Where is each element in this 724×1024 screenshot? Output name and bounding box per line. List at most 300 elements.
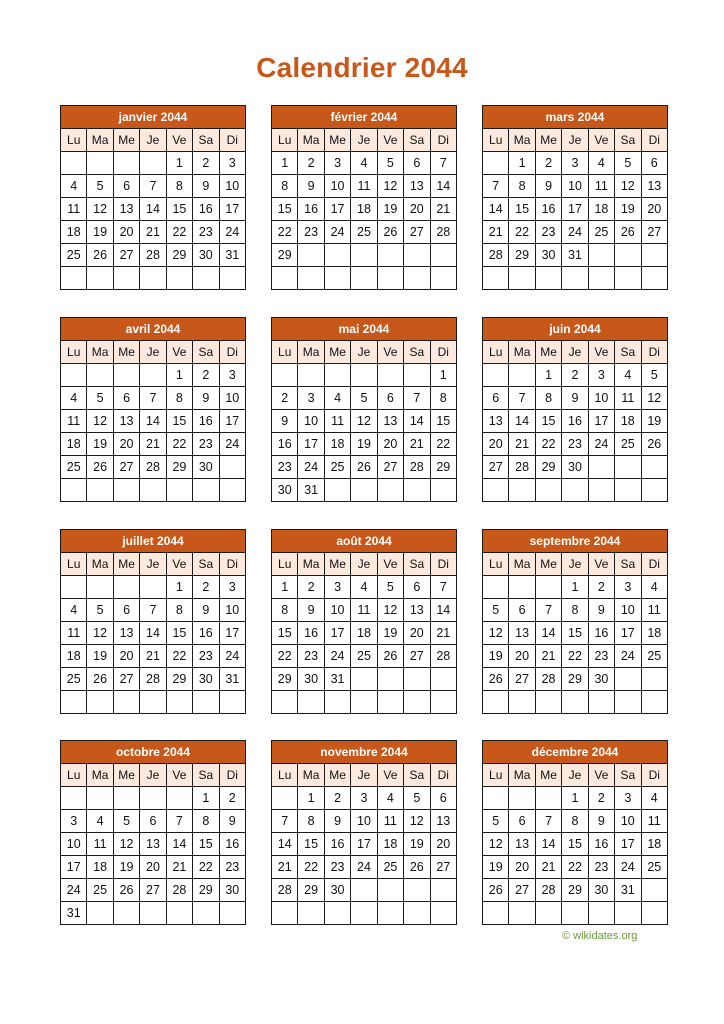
- day-cell: 30: [193, 456, 219, 479]
- day-cell: 8: [166, 599, 192, 622]
- empty-cell: [87, 576, 113, 599]
- day-cell: 21: [535, 856, 561, 879]
- week-row: [61, 576, 246, 599]
- empty-cell: [641, 244, 667, 267]
- day-cell: 24: [615, 645, 641, 668]
- day-cell: 21: [140, 645, 166, 668]
- day-cell: 10: [298, 410, 324, 433]
- empty-cell: [483, 479, 509, 502]
- empty-cell: [298, 244, 324, 267]
- day-cell: 31: [298, 479, 324, 502]
- day-cell: 17: [615, 622, 641, 645]
- empty-cell: [430, 267, 456, 290]
- day-cell: 3: [219, 152, 245, 175]
- week-row: [483, 221, 668, 244]
- day-cell: 13: [140, 833, 166, 856]
- empty-cell: [193, 902, 219, 925]
- week-row: [272, 810, 457, 833]
- day-cell: 30: [298, 668, 324, 691]
- day-cell: 19: [615, 198, 641, 221]
- empty-cell: [404, 668, 430, 691]
- empty-cell: [219, 691, 245, 714]
- weekday-label: Lu: [61, 129, 87, 152]
- week-row: [272, 152, 457, 175]
- day-cell: 28: [535, 879, 561, 902]
- weekday-label: Ve: [377, 341, 403, 364]
- day-cell: 3: [298, 387, 324, 410]
- day-cell: 7: [430, 152, 456, 175]
- empty-cell: [113, 267, 139, 290]
- day-cell: 1: [272, 576, 298, 599]
- weekday-label: Di: [430, 764, 456, 787]
- month-table: [60, 317, 246, 502]
- empty-cell: [430, 244, 456, 267]
- weekday-label: Ma: [298, 764, 324, 787]
- week-row: [483, 410, 668, 433]
- week-row: [272, 668, 457, 691]
- month-name: août 2044: [272, 530, 457, 553]
- day-cell: 16: [324, 833, 350, 856]
- empty-cell: [113, 479, 139, 502]
- day-cell: 20: [113, 433, 139, 456]
- day-cell: 3: [219, 576, 245, 599]
- empty-cell: [219, 267, 245, 290]
- day-cell: 8: [430, 387, 456, 410]
- day-cell: 15: [193, 833, 219, 856]
- week-row: [61, 856, 246, 879]
- day-cell: 6: [140, 810, 166, 833]
- day-cell: 10: [562, 175, 588, 198]
- day-cell: 2: [298, 152, 324, 175]
- day-cell: 3: [219, 364, 245, 387]
- day-cell: 28: [140, 244, 166, 267]
- day-cell: 2: [298, 576, 324, 599]
- week-row: [61, 645, 246, 668]
- day-cell: 11: [324, 410, 350, 433]
- week-row: [483, 364, 668, 387]
- day-cell: 11: [61, 410, 87, 433]
- empty-cell: [351, 879, 377, 902]
- day-cell: 13: [377, 410, 403, 433]
- day-cell: 23: [588, 856, 614, 879]
- day-cell: 20: [113, 221, 139, 244]
- day-cell: 5: [87, 599, 113, 622]
- day-cell: 27: [509, 879, 535, 902]
- month-table: [271, 105, 457, 290]
- day-cell: 2: [588, 787, 614, 810]
- empty-cell: [377, 364, 403, 387]
- empty-cell: [324, 364, 350, 387]
- day-cell: 12: [483, 833, 509, 856]
- empty-cell: [61, 691, 87, 714]
- day-cell: 23: [298, 645, 324, 668]
- day-cell: 18: [87, 856, 113, 879]
- day-cell: 1: [298, 787, 324, 810]
- weekday-label: Me: [113, 553, 139, 576]
- day-cell: 1: [272, 152, 298, 175]
- day-cell: 13: [113, 198, 139, 221]
- day-cell: 2: [324, 787, 350, 810]
- month-table: [60, 529, 246, 714]
- day-cell: 8: [272, 599, 298, 622]
- empty-cell: [483, 364, 509, 387]
- day-cell: 22: [562, 856, 588, 879]
- month-table: [482, 105, 668, 290]
- day-cell: 8: [166, 387, 192, 410]
- week-row: [61, 152, 246, 175]
- day-cell: 25: [324, 456, 350, 479]
- day-cell: 24: [61, 879, 87, 902]
- week-row: [272, 433, 457, 456]
- day-cell: 3: [588, 364, 614, 387]
- weekday-label: Lu: [61, 553, 87, 576]
- day-cell: 4: [87, 810, 113, 833]
- day-cell: 13: [509, 622, 535, 645]
- day-cell: 6: [483, 387, 509, 410]
- week-row: [272, 221, 457, 244]
- day-cell: 27: [113, 244, 139, 267]
- day-cell: 6: [509, 599, 535, 622]
- day-cell: 10: [219, 387, 245, 410]
- day-cell: 26: [377, 221, 403, 244]
- weekday-label: Ma: [298, 553, 324, 576]
- weekday-label: Ma: [87, 129, 113, 152]
- day-cell: 24: [219, 433, 245, 456]
- empty-cell: [324, 267, 350, 290]
- day-cell: 21: [509, 433, 535, 456]
- day-cell: 15: [272, 198, 298, 221]
- day-cell: 26: [87, 456, 113, 479]
- empty-cell: [404, 244, 430, 267]
- day-cell: 22: [562, 645, 588, 668]
- weekday-label: Me: [324, 553, 350, 576]
- weekday-label: Sa: [615, 764, 641, 787]
- day-cell: 18: [351, 622, 377, 645]
- day-cell: 5: [483, 599, 509, 622]
- day-cell: 6: [377, 387, 403, 410]
- day-cell: 31: [61, 902, 87, 925]
- day-cell: 21: [483, 221, 509, 244]
- day-cell: 17: [219, 198, 245, 221]
- week-row: [483, 456, 668, 479]
- week-row: [483, 175, 668, 198]
- day-cell: 29: [562, 879, 588, 902]
- day-cell: 12: [87, 410, 113, 433]
- empty-cell: [298, 691, 324, 714]
- empty-cell: [140, 902, 166, 925]
- empty-cell: [113, 576, 139, 599]
- empty-cell: [193, 479, 219, 502]
- day-cell: 26: [87, 244, 113, 267]
- empty-cell: [377, 691, 403, 714]
- day-cell: 7: [140, 387, 166, 410]
- day-cell: 19: [404, 833, 430, 856]
- empty-cell: [404, 691, 430, 714]
- day-cell: 13: [404, 599, 430, 622]
- empty-cell: [377, 244, 403, 267]
- weekday-label: Di: [641, 129, 667, 152]
- day-cell: 23: [298, 221, 324, 244]
- day-cell: 3: [562, 152, 588, 175]
- day-cell: 4: [377, 787, 403, 810]
- day-cell: 22: [272, 645, 298, 668]
- day-cell: 12: [404, 810, 430, 833]
- day-cell: 26: [351, 456, 377, 479]
- day-cell: 20: [509, 856, 535, 879]
- month-name: octobre 2044: [61, 741, 246, 764]
- empty-cell: [219, 479, 245, 502]
- day-cell: 24: [562, 221, 588, 244]
- day-cell: 11: [351, 599, 377, 622]
- day-cell: 9: [298, 175, 324, 198]
- week-row: [61, 387, 246, 410]
- empty-cell: [87, 902, 113, 925]
- week-row: [61, 267, 246, 290]
- empty-cell: [588, 691, 614, 714]
- credit-text: © wikidates.org: [562, 930, 638, 942]
- day-cell: 27: [113, 456, 139, 479]
- week-row: [272, 833, 457, 856]
- empty-cell: [430, 691, 456, 714]
- weekday-label: Ve: [377, 129, 403, 152]
- week-row: [61, 433, 246, 456]
- week-row: [61, 456, 246, 479]
- day-cell: 14: [535, 622, 561, 645]
- empty-cell: [140, 267, 166, 290]
- day-cell: 12: [615, 175, 641, 198]
- week-row: [61, 691, 246, 714]
- day-cell: 9: [324, 810, 350, 833]
- empty-cell: [324, 479, 350, 502]
- day-cell: 4: [61, 599, 87, 622]
- day-cell: 27: [404, 645, 430, 668]
- weekday-label: Je: [562, 129, 588, 152]
- day-cell: 10: [324, 175, 350, 198]
- empty-cell: [615, 902, 641, 925]
- day-cell: 3: [61, 810, 87, 833]
- month-name: janvier 2044: [61, 106, 246, 129]
- day-cell: 16: [193, 622, 219, 645]
- month-name: juin 2044: [483, 318, 668, 341]
- empty-cell: [324, 244, 350, 267]
- week-row: [61, 833, 246, 856]
- week-row: [272, 244, 457, 267]
- month-table: [482, 529, 668, 714]
- day-cell: 21: [140, 433, 166, 456]
- empty-cell: [641, 267, 667, 290]
- weekday-label: Ve: [377, 764, 403, 787]
- empty-cell: [641, 479, 667, 502]
- weekday-label: Sa: [615, 129, 641, 152]
- empty-cell: [351, 668, 377, 691]
- day-cell: 13: [641, 175, 667, 198]
- empty-cell: [61, 787, 87, 810]
- empty-cell: [351, 691, 377, 714]
- empty-cell: [87, 479, 113, 502]
- day-cell: 16: [219, 833, 245, 856]
- empty-cell: [377, 668, 403, 691]
- day-cell: 6: [113, 599, 139, 622]
- day-cell: 26: [113, 879, 139, 902]
- empty-cell: [87, 787, 113, 810]
- empty-cell: [298, 902, 324, 925]
- empty-cell: [272, 267, 298, 290]
- week-row: [483, 879, 668, 902]
- week-row: [61, 787, 246, 810]
- day-cell: 7: [404, 387, 430, 410]
- empty-cell: [615, 691, 641, 714]
- day-cell: 9: [588, 599, 614, 622]
- empty-cell: [509, 576, 535, 599]
- day-cell: 7: [272, 810, 298, 833]
- weekday-label: Lu: [272, 129, 298, 152]
- day-cell: 17: [562, 198, 588, 221]
- weekday-label: Di: [641, 341, 667, 364]
- day-cell: 5: [351, 387, 377, 410]
- weekday-label: Lu: [483, 341, 509, 364]
- day-cell: 21: [166, 856, 192, 879]
- empty-cell: [535, 267, 561, 290]
- day-cell: 18: [61, 433, 87, 456]
- empty-cell: [113, 691, 139, 714]
- day-cell: 6: [641, 152, 667, 175]
- weekday-label: Ve: [588, 341, 614, 364]
- day-cell: 2: [219, 787, 245, 810]
- weekday-label: Me: [324, 129, 350, 152]
- day-cell: 17: [61, 856, 87, 879]
- day-cell: 9: [219, 810, 245, 833]
- weekday-label: Je: [140, 764, 166, 787]
- empty-cell: [113, 902, 139, 925]
- week-row: [483, 599, 668, 622]
- day-cell: 12: [377, 175, 403, 198]
- weekday-label: Lu: [483, 129, 509, 152]
- day-cell: 2: [272, 387, 298, 410]
- empty-cell: [404, 267, 430, 290]
- day-cell: 28: [535, 668, 561, 691]
- week-row: [483, 902, 668, 925]
- weekday-label: Di: [219, 129, 245, 152]
- day-cell: 2: [193, 364, 219, 387]
- day-cell: 9: [562, 387, 588, 410]
- day-cell: 19: [113, 856, 139, 879]
- day-cell: 1: [430, 364, 456, 387]
- empty-cell: [430, 479, 456, 502]
- empty-cell: [140, 152, 166, 175]
- day-cell: 7: [166, 810, 192, 833]
- empty-cell: [87, 152, 113, 175]
- weekday-label: Lu: [272, 764, 298, 787]
- week-row: [483, 645, 668, 668]
- day-cell: 5: [404, 787, 430, 810]
- weekday-label: Lu: [272, 341, 298, 364]
- day-cell: 31: [219, 668, 245, 691]
- day-cell: 17: [219, 622, 245, 645]
- empty-cell: [641, 902, 667, 925]
- day-cell: 4: [615, 364, 641, 387]
- day-cell: 14: [140, 198, 166, 221]
- day-cell: 27: [113, 668, 139, 691]
- week-row: [272, 576, 457, 599]
- weekday-label: Sa: [404, 341, 430, 364]
- empty-cell: [509, 479, 535, 502]
- empty-cell: [615, 456, 641, 479]
- day-cell: 14: [140, 622, 166, 645]
- weekday-label: Me: [113, 764, 139, 787]
- empty-cell: [87, 364, 113, 387]
- day-cell: 1: [166, 576, 192, 599]
- empty-cell: [351, 244, 377, 267]
- empty-cell: [166, 787, 192, 810]
- day-cell: 10: [61, 833, 87, 856]
- day-cell: 4: [61, 175, 87, 198]
- empty-cell: [404, 902, 430, 925]
- weekday-label: Sa: [193, 341, 219, 364]
- empty-cell: [193, 691, 219, 714]
- weekday-label: Me: [535, 341, 561, 364]
- day-cell: 8: [272, 175, 298, 198]
- day-cell: 27: [377, 456, 403, 479]
- day-cell: 4: [324, 387, 350, 410]
- empty-cell: [562, 902, 588, 925]
- empty-cell: [140, 479, 166, 502]
- empty-cell: [140, 576, 166, 599]
- day-cell: 4: [351, 576, 377, 599]
- day-cell: 10: [615, 599, 641, 622]
- day-cell: 24: [219, 645, 245, 668]
- empty-cell: [351, 267, 377, 290]
- day-cell: 31: [324, 668, 350, 691]
- weekday-label: Ve: [588, 129, 614, 152]
- day-cell: 20: [641, 198, 667, 221]
- day-cell: 12: [87, 198, 113, 221]
- weekday-label: Lu: [483, 764, 509, 787]
- day-cell: 19: [377, 198, 403, 221]
- weekday-label: Di: [430, 129, 456, 152]
- day-cell: 29: [509, 244, 535, 267]
- weekday-label: Sa: [193, 129, 219, 152]
- weekday-label: Je: [140, 129, 166, 152]
- day-cell: 14: [404, 410, 430, 433]
- day-cell: 1: [193, 787, 219, 810]
- empty-cell: [562, 479, 588, 502]
- day-cell: 17: [298, 433, 324, 456]
- week-row: [61, 810, 246, 833]
- day-cell: 18: [588, 198, 614, 221]
- empty-cell: [615, 267, 641, 290]
- day-cell: 18: [615, 410, 641, 433]
- day-cell: 22: [535, 433, 561, 456]
- week-row: [483, 433, 668, 456]
- weekday-label: Me: [324, 764, 350, 787]
- day-cell: 2: [588, 576, 614, 599]
- day-cell: 21: [404, 433, 430, 456]
- day-cell: 18: [61, 645, 87, 668]
- day-cell: 18: [641, 622, 667, 645]
- day-cell: 4: [641, 576, 667, 599]
- day-cell: 24: [588, 433, 614, 456]
- day-cell: 1: [166, 364, 192, 387]
- day-cell: 7: [509, 387, 535, 410]
- empty-cell: [509, 691, 535, 714]
- empty-cell: [483, 902, 509, 925]
- month-name: novembre 2044: [272, 741, 457, 764]
- empty-cell: [140, 787, 166, 810]
- day-cell: 2: [193, 152, 219, 175]
- week-row: [272, 479, 457, 502]
- day-cell: 12: [483, 622, 509, 645]
- week-row: [272, 622, 457, 645]
